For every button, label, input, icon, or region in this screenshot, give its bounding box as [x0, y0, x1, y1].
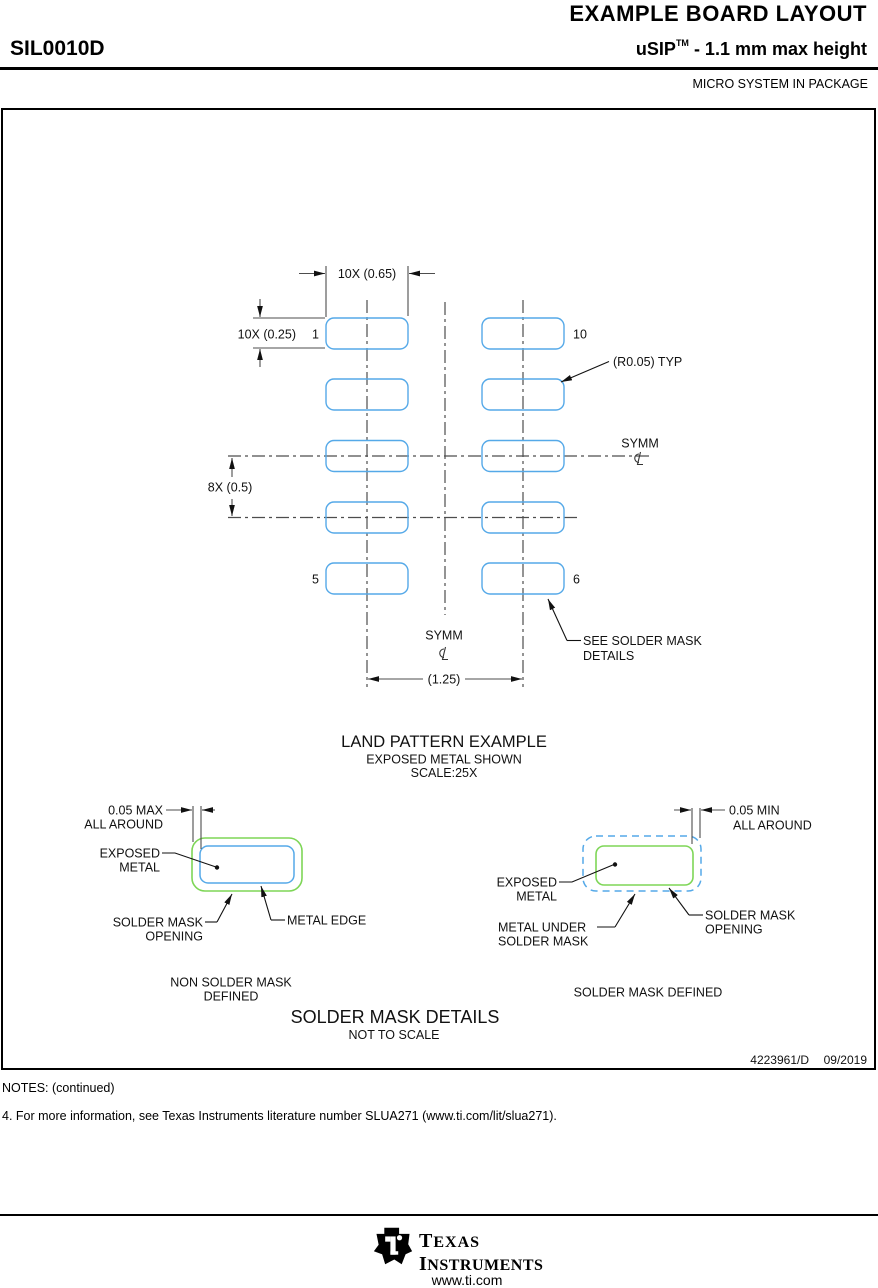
- nsmd-caption-line2: DEFINED: [203, 989, 259, 1004]
- dim-span-label: (1.25): [427, 672, 461, 687]
- symm-bottom-label: SYMM: [425, 628, 463, 643]
- nsmd-dim-lines: [166, 806, 215, 849]
- package-type: uSIP: [635, 39, 676, 59]
- pin-10-label: 10: [573, 327, 587, 342]
- nsmd-dim-line1: 0.05 MAX: [108, 803, 163, 818]
- nsmd-metal-edge-label: METAL EDGE: [287, 913, 367, 928]
- centerline-symbol-bottom: [440, 647, 448, 660]
- smd-under-line1: METAL UNDER: [498, 920, 587, 935]
- nsmd-caption-line1: NON SOLDER MASK: [170, 975, 292, 990]
- smd-dim-lines: [674, 808, 725, 844]
- drawing-frame: [1, 108, 876, 1070]
- board-layout-drawing: [3, 110, 870, 1064]
- smd-exposed-line1: EXPOSED: [496, 875, 557, 890]
- see-details-line2: DETAILS: [583, 649, 635, 663]
- nsmd-opening-line1: SOLDER MASK: [112, 915, 203, 930]
- pin-1-label: 1: [312, 327, 319, 342]
- part-number: SIL0010D: [10, 37, 105, 60]
- smd-under-line2: SOLDER MASK: [498, 934, 589, 949]
- smd-opening-line2: OPENING: [705, 922, 763, 937]
- smd-exposed-line2: METAL: [516, 889, 557, 904]
- ti-logo-icon: [372, 1226, 414, 1271]
- smd-exposed-dot: [613, 862, 617, 866]
- pin-6-label: 6: [573, 572, 580, 587]
- land-pattern-subcaption: EXPOSED METAL SHOWN: [366, 752, 522, 767]
- nsmd-dim-line2: ALL AROUND: [84, 817, 163, 832]
- ti-wordmark: [419, 1231, 543, 1274]
- ti-wordmark-line1: TEXAS: [419, 1230, 481, 1252]
- centerline-symbol-right: [635, 452, 643, 465]
- smd-under-leader: [597, 894, 635, 927]
- dim-pad-width-label: 10X (0.65): [337, 267, 397, 281]
- see-details-leader: [548, 599, 581, 641]
- dim-pad-height-label: 10X (0.25): [237, 327, 296, 342]
- doc-number: 4223961/D: [750, 1053, 809, 1064]
- smd-opening-line1: SOLDER MASK: [705, 908, 796, 923]
- land-pattern-caption: LAND PATTERN EXAMPLE: [341, 733, 547, 751]
- notes-heading: NOTES: (continued): [2, 1081, 115, 1095]
- radius-note-label: (R0.05) TYP: [613, 355, 683, 369]
- details-subtitle: NOT TO SCALE: [348, 1028, 440, 1042]
- symm-right-label: SYMM: [621, 436, 659, 451]
- package-height: - 1.1 mm max height: [688, 39, 867, 59]
- nsmd-exposed-line2: METAL: [119, 860, 160, 875]
- smd-dim-line1: 0.05 MIN: [729, 803, 780, 818]
- land-pattern-scale: SCALE:25X: [410, 766, 478, 780]
- ti-wordmark-line2: INSTRUMENTS: [419, 1253, 544, 1275]
- doc-date: 09/2019: [823, 1053, 867, 1064]
- smd-metal-under-mask-shape: [583, 836, 701, 891]
- see-details-line1: SEE SOLDER MASK: [583, 634, 702, 648]
- footer-rule: [0, 1214, 878, 1216]
- header-rule: [0, 67, 878, 70]
- smd-exposed-leader: [559, 865, 614, 883]
- dim-pitch-label: 8X (0.5): [207, 480, 253, 495]
- page-title: EXAMPLE BOARD LAYOUT: [569, 1, 867, 26]
- pin-5-label: 5: [312, 572, 319, 587]
- smd-opening-leader: [669, 888, 703, 915]
- nsmd-exposed-dot: [215, 865, 219, 869]
- smd-caption: SOLDER MASK DEFINED: [573, 985, 723, 1000]
- package-subtitle: [636, 39, 867, 60]
- details-title: SOLDER MASK DETAILS: [290, 1007, 500, 1027]
- smd-dim-line2: ALL AROUND: [733, 818, 812, 833]
- nsmd-opening-leader: [205, 894, 232, 922]
- radius-leader: [561, 362, 609, 383]
- nsmd-opening-line2: OPENING: [145, 929, 203, 944]
- trademark-symbol: TM: [675, 38, 689, 48]
- note-4: 4. For more information, see Texas Instruments literature number SLUA271 (www.ti.com/lit/slua271).: [2, 1109, 557, 1123]
- package-family: MICRO SYSTEM IN PACKAGE: [692, 77, 868, 91]
- nsmd-exposed-leader: [162, 853, 216, 867]
- ti-website-link[interactable]: www.ti.com: [431, 1272, 503, 1288]
- nsmd-exposed-line1: EXPOSED: [99, 846, 160, 861]
- nsmd-metal-edge-shape: [200, 846, 294, 883]
